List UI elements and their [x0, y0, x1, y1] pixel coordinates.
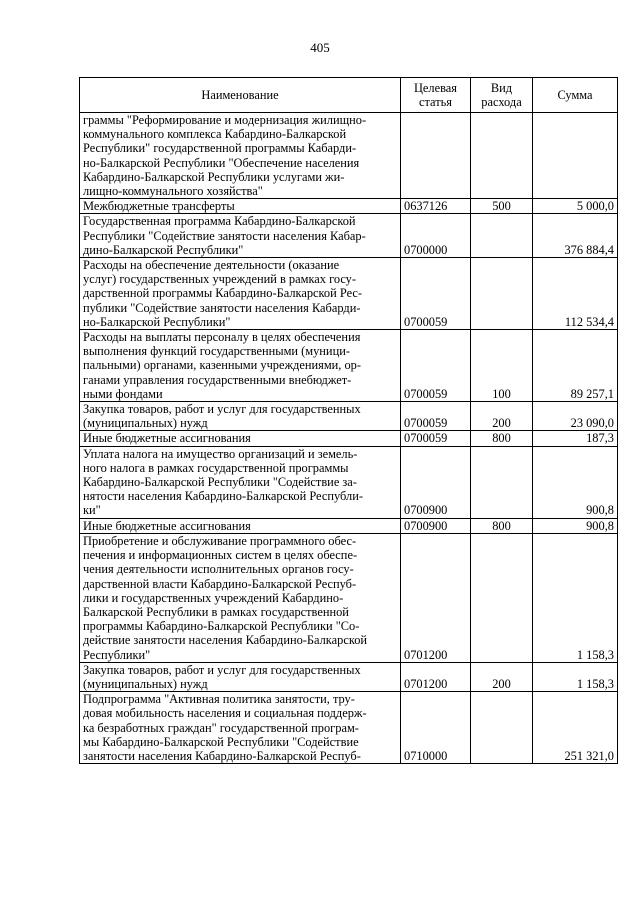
cell-target-article: 0637126: [401, 199, 471, 214]
cell-expense-type: [471, 692, 533, 764]
cell-expense-type: 800: [471, 518, 533, 533]
cell-sum: 900,8: [533, 446, 618, 518]
table-row: [80, 330, 618, 402]
table-row: [80, 446, 618, 518]
cell-sum: [533, 113, 618, 199]
cell-expense-type: 200: [471, 662, 533, 691]
cell-name: Подпрограмма "Активная политика занятости, тру- довая мобильность населения и социальная поддерж- ка безработных граждан" государственной програм- мы Кабардино-Балкарской Республики "Содействие занятости населения Кабардино-Балкарской Респуб-: [80, 692, 401, 764]
table-row: [80, 533, 618, 662]
cell-target-article: 0701200: [401, 662, 471, 691]
cell-sum: 1 158,3: [533, 662, 618, 691]
cell-name: Расходы на обеспечение деятельности (оказание услуг) государственных учреждений в рамках госу- дарственной программы Кабардино-Балкарской Рес- публики "Содействие занятости населения Кабарди- но-Балкарской Республики": [80, 258, 401, 330]
cell-name: Закупка товаров, работ и услуг для государственных (муниципальных) нужд: [80, 402, 401, 431]
cell-target-article: 0700059: [401, 431, 471, 446]
cell-target-article: 0700059: [401, 258, 471, 330]
cell-name: Расходы на выплаты персоналу в целях обеспечения выполнения функций государственными (муници- пальными) органами, казенными учреждениями, ор- ганами управления государственными внебюджет- ными фондами: [80, 330, 401, 402]
cell-target-article: 0710000: [401, 692, 471, 764]
cell-expense-type: 200: [471, 402, 533, 431]
cell-sum: 251 321,0: [533, 692, 618, 764]
cell-name: Государственная программа Кабардино-Балкарской Республики "Содействие занятости населения Кабар- дино-Балкарской Республики": [80, 214, 401, 258]
table-row: [80, 518, 618, 533]
table-row: [80, 214, 618, 258]
cell-target-article: 0700059: [401, 402, 471, 431]
cell-sum: 112 534,4: [533, 258, 618, 330]
budget-table: [79, 77, 618, 764]
header-name: Наименование: [80, 78, 401, 113]
header-sum: Сумма: [533, 78, 618, 113]
cell-expense-type: [471, 113, 533, 199]
cell-sum: 1 158,3: [533, 533, 618, 662]
header-row: [80, 78, 618, 113]
table-body: [80, 113, 618, 764]
cell-name: Иные бюджетные ассигнования: [80, 518, 401, 533]
cell-target-article: 0700900: [401, 446, 471, 518]
table-row: [80, 258, 618, 330]
cell-expense-type: 800: [471, 431, 533, 446]
cell-sum: 187,3: [533, 431, 618, 446]
table-row: [80, 662, 618, 691]
cell-name: Межбюджетные трансферты: [80, 199, 401, 214]
cell-target-article: 0700059: [401, 330, 471, 402]
cell-expense-type: [471, 446, 533, 518]
cell-expense-type: [471, 258, 533, 330]
table-row: [80, 199, 618, 214]
cell-name: граммы "Реформирование и модернизация жилищно- коммунального комплекса Кабардино-Балкарской Республики" государственной программы Кабарди- но-Балкарской Республики "Обеспечение населения Кабардино-Балкарской Республики услугами жи- лищно-коммунального хозяйства": [80, 113, 401, 199]
table-row: [80, 431, 618, 446]
header-target-article: Целевая статья: [401, 78, 471, 113]
cell-expense-type: 100: [471, 330, 533, 402]
page-number: 405: [310, 40, 330, 55]
cell-sum: 900,8: [533, 518, 618, 533]
cell-sum: 5 000,0: [533, 199, 618, 214]
cell-target-article: 0700900: [401, 518, 471, 533]
table-header: [80, 78, 618, 113]
cell-name: Приобретение и обслуживание программного обес- печения и информационных систем в целях обеспе- чения деятельности исполнительных органов госу- дарственной власти Кабардино-Балкарской Респуб- лики и государственных учреждений Кабардино- Балкарской Республики в рамках государственной программы Кабардино-Балкарской Республики "Со- действие занятости населения Кабардино-Балкарской Республики": [80, 533, 401, 662]
cell-sum: 89 257,1: [533, 330, 618, 402]
table-row: [80, 113, 618, 199]
cell-name: Уплата налога на имущество организаций и земель- ного налога в рамках государственной программы Кабардино-Балкарской Республики "Содействие за- нятости населения Кабардино-Балкарской Республи- ки": [80, 446, 401, 518]
cell-sum: 23 090,0: [533, 402, 618, 431]
cell-expense-type: [471, 214, 533, 258]
cell-expense-type: 500: [471, 199, 533, 214]
table-row: [80, 402, 618, 431]
cell-target-article: 0701200: [401, 533, 471, 662]
header-expense-type: Вид расхода: [471, 78, 533, 113]
table-row: [80, 692, 618, 764]
cell-target-article: [401, 113, 471, 199]
cell-target-article: 0700000: [401, 214, 471, 258]
cell-expense-type: [471, 533, 533, 662]
cell-sum: 376 884,4: [533, 214, 618, 258]
cell-name: Иные бюджетные ассигнования: [80, 431, 401, 446]
cell-name: Закупка товаров, работ и услуг для государственных (муниципальных) нужд: [80, 662, 401, 691]
